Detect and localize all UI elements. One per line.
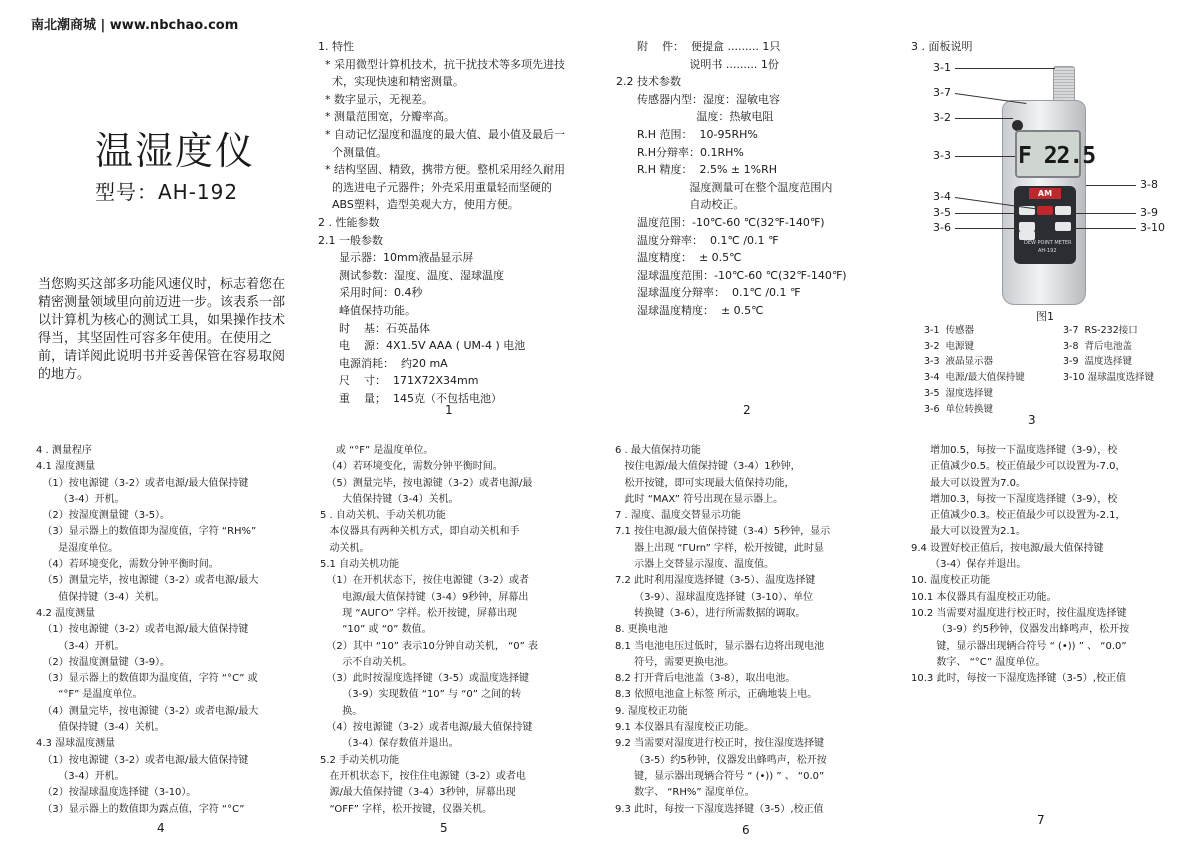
page-number-1: 1 bbox=[445, 403, 453, 417]
page6-line: 示器上交替显示湿度、温度值。 bbox=[615, 559, 775, 571]
page6-line: 符号，需要更换电池。 bbox=[615, 656, 735, 668]
callout-3-1: 3-1 bbox=[933, 61, 951, 74]
legend-right-line: 3-7 RS-232接口 bbox=[1063, 325, 1138, 336]
page6-line: 数字、 “RH%” 湿度单位。 bbox=[615, 787, 755, 799]
page4-line: 4.3 湿球温度测量 bbox=[36, 738, 116, 750]
page2-line: 温度精度： ± 0.5℃ bbox=[616, 251, 742, 265]
page1-line: 的选进电子元器件；外壳采用重量轻而坚硬的 bbox=[318, 180, 552, 194]
page5-line: 现 “AUГO” 字样。松开按键，屏幕出现 bbox=[320, 607, 517, 619]
temp-select-key bbox=[1055, 206, 1071, 215]
intro-paragraph: 当您购买这部多功能风速仪时，标志着您在精密测量领域里向前迈进一步。该表系一部以计算机为核心的测试工具，如果操作技术得当，其坚固性可容多年使用。在使用之前，请详阅此说明书并妥善保管在容易取阅的地方。 bbox=[38, 277, 286, 382]
page1-line: 2 . 性能参数 bbox=[318, 215, 380, 229]
page7-line: 增加0.3，每按一下湿度选择键（3-9），校 bbox=[911, 493, 1118, 505]
site-header: 南北潮商城 | www.nbchao.com bbox=[31, 18, 239, 33]
page1-line: 峰值保持功能。 bbox=[318, 303, 416, 317]
legend-left-line: 3-2 电源键 bbox=[924, 340, 975, 352]
leader-3-6 bbox=[955, 228, 1019, 229]
page6-line: 9.2 当需要对湿度进行校正时，按住湿度选择键 bbox=[615, 738, 825, 750]
page4-line: “°F” 是温度单位。 bbox=[36, 689, 143, 701]
page6-line: 7.1 按住电源/最大值保持键（3-4）5秒钟，显示 bbox=[615, 526, 831, 538]
page4-line: 值保持键（3-4）关机。 bbox=[36, 722, 165, 734]
page4-text bbox=[36, 443, 258, 818]
page2-line: 自动校正。 bbox=[616, 198, 745, 212]
page5-line: （2）其中 “10” 表示10分钟自动关机， “0” 表 bbox=[320, 640, 538, 652]
unit-key bbox=[1019, 231, 1035, 240]
page4-line: 4 . 测量程序 bbox=[36, 445, 92, 456]
page4-line: （2）按湿球温度选择键（3-10）。 bbox=[36, 787, 197, 799]
leader-3-3 bbox=[955, 156, 1015, 157]
callout-3-4: 3-4 bbox=[933, 190, 951, 203]
page1-line: 时 基：石英晶体 bbox=[318, 321, 430, 335]
page4-line: （5）测量完毕，按电源键（3-2）或者电源/最大 bbox=[36, 575, 259, 587]
page6-line: 按住电源/最大值保持键（3-4）1秒钟， bbox=[615, 461, 801, 473]
page4-line: （1）按电源键（3-2）或者电源/最大值保持键 bbox=[36, 477, 249, 489]
page4-line: （3）显示器上的数值即为露点值，字符 “°C” bbox=[36, 803, 245, 815]
page2-line: 传感器内型：湿度：湿敏电容 bbox=[616, 92, 780, 106]
page7-line: 10.2 当需要对温度进行校正时，按住温度选择键 bbox=[911, 607, 1127, 619]
panel-heading: 3 . 面板说明 bbox=[911, 40, 973, 53]
page5-line: （4）按电源键（3-2）或者电源/最大值保持键 bbox=[320, 722, 533, 734]
page6-line: 松开按键，即可实现最大值保持功能， bbox=[615, 477, 795, 489]
page1-text bbox=[318, 38, 565, 407]
page7-line: 10.1 本仪器具有温度校正功能。 bbox=[911, 591, 1057, 603]
page1-line: * 数字显示，无视差。 bbox=[318, 92, 433, 106]
page6-line: 8. 更换电池 bbox=[615, 624, 668, 636]
callout-3-10: 3-10 bbox=[1140, 221, 1165, 234]
page4-line: 4.1 湿度测量 bbox=[36, 461, 96, 473]
page7-line: 10. 温度校正功能 bbox=[911, 575, 991, 587]
page7-line: 10.3 此时，每按一下湿度选择键（3-5）,校正值 bbox=[911, 673, 1126, 685]
page4-line: （3-4）开机。 bbox=[36, 493, 125, 505]
page2-line: R.H 范围： 10-95RH% bbox=[616, 127, 758, 141]
page1-line: ABS塑料，造型美观大方，使用方便。 bbox=[318, 198, 519, 212]
page7-line: 正值减少0.3。校正值最少可以设置为-2.1， bbox=[911, 510, 1126, 522]
page6-line: 8.1 当电池电压过低时，显示器右边将出现电池 bbox=[615, 640, 825, 652]
callout-3-5: 3-5 bbox=[933, 206, 951, 219]
page5-line: 示不自动关机。 bbox=[320, 656, 413, 668]
legend-left bbox=[924, 323, 1025, 417]
page7-line: （3-4）保存并退出。 bbox=[911, 559, 1027, 571]
page6-line: 键，显示器出现辆合符号 “ (•)) ” 、 “0.0” bbox=[615, 770, 825, 782]
page7-line: 键，显示器出现辆合符号 “ (•)) ” 、 “0.0” bbox=[911, 640, 1127, 652]
page6-line: 7 . 湿度、温度交替显示功能 bbox=[615, 510, 741, 522]
page4-line: （3-4）开机。 bbox=[36, 770, 125, 782]
page1-line: 2.1 一般参数 bbox=[318, 233, 383, 247]
humidity-select-key bbox=[1019, 222, 1035, 231]
page4-line: （4）测量完毕，按电源键（3-2）或者电源/最大 bbox=[36, 705, 259, 717]
page7-line: 最大可以设置为2.1。 bbox=[911, 526, 1026, 538]
page4-line: （1）按电源键（3-2）或者电源/最大值保持键 bbox=[36, 624, 249, 636]
leader-3-9 bbox=[1072, 213, 1136, 214]
page2-line: 附 件： 便提盒 ......... 1只 bbox=[616, 40, 781, 53]
page2-text bbox=[616, 38, 847, 320]
page5-line: 动关机。 bbox=[320, 542, 370, 554]
callout-3-2: 3-2 bbox=[933, 111, 951, 124]
page1-line: 采用时间：0.4秒 bbox=[318, 286, 423, 300]
page7-line: （3-9）约5秒钟，仪器发出蜂鸣声，松开按 bbox=[911, 624, 1130, 636]
legend-right-line: 3-9 温度选择键 bbox=[1063, 356, 1133, 368]
page-number-7: 7 bbox=[1037, 813, 1045, 827]
hold-key bbox=[1037, 206, 1053, 215]
page5-line: 电源/最大值保持键（3-4）9秒钟，屏幕出 bbox=[320, 591, 529, 603]
page6-line: 器上出现 “ГUrn” 字样，松开按键，此时显 bbox=[615, 542, 824, 554]
page2-line: R.H 精度： 2.5% ± 1%RH bbox=[616, 163, 778, 177]
page-number-2: 2 bbox=[743, 403, 751, 417]
page1-line: 显示器：10mm液晶显示屏 bbox=[318, 251, 474, 265]
page5-line: 换。 bbox=[320, 705, 363, 717]
page7-line: 增加0.5，每按一下温度选择键（3-9），校 bbox=[911, 445, 1118, 456]
page5-line: 或 “°F” 是温度单位。 bbox=[320, 445, 434, 456]
page7-text bbox=[911, 443, 1129, 687]
page5-line: 本仪器具有两种关机方式，即自动关机和手 bbox=[320, 526, 520, 538]
page4-line: 4.2 温度测量 bbox=[36, 607, 96, 619]
page5-line: “10” 或 “0” 数值。 bbox=[320, 624, 432, 636]
page4-line: （3）显示器上的数值即为温度值，字符 “°C” 或 bbox=[36, 673, 258, 685]
page7-line: 最大可以设置为7.0。 bbox=[911, 477, 1026, 489]
callout-3-7: 3-7 bbox=[933, 86, 951, 99]
wetbulb-select-key bbox=[1055, 222, 1071, 231]
model-number: 型号：AH-192 bbox=[95, 180, 239, 204]
page4-line: 值保持键（3-4）关机。 bbox=[36, 591, 165, 603]
page5-line: （5）测量完毕，按电源键（3-2）或者电源/最 bbox=[320, 477, 533, 489]
page-number-3: 3 bbox=[1028, 413, 1036, 427]
leader-3-1 bbox=[955, 68, 1055, 69]
page6-text bbox=[615, 443, 830, 818]
device-model-text: AH-192 bbox=[1038, 248, 1057, 254]
leader-3-2 bbox=[955, 118, 1013, 119]
legend-left-line: 3-3 液晶显示器 bbox=[924, 356, 994, 368]
legend-left-line: 3-1 传感器 bbox=[924, 325, 975, 336]
brand-logo: AM bbox=[1029, 188, 1061, 199]
figure-caption: 图1 bbox=[1036, 310, 1054, 323]
legend-left-line: 3-4 电源/最大值保持键 bbox=[924, 372, 1025, 384]
page2-line: 湿球温度范围：-10℃-60 ℃(32℉-140℉) bbox=[616, 268, 847, 282]
page5-line: 大值保持键（3-4）关机。 bbox=[320, 493, 459, 505]
page4-line: （2）按温度测量键（3-9）。 bbox=[36, 656, 171, 668]
page5-line: （3-9）实现数值 “10” 与 “0” 之间的转 bbox=[320, 689, 522, 701]
legend-right-line: 3-10 湿球温度选择键 bbox=[1063, 372, 1155, 384]
page5-line: 在开机状态下，按住住电源键（3-2）或者电 bbox=[320, 770, 526, 782]
legend-right-line: 3-8 背后电池盖 bbox=[1063, 340, 1133, 352]
page1-line: 重 量； 145克（不包括电池） bbox=[318, 391, 502, 405]
page1-line: 电源消耗： 约20 mA bbox=[318, 356, 448, 370]
page-number-5: 5 bbox=[440, 821, 448, 835]
page5-line: 源/最大值保持键（3-4）3秒钟，屏幕出现 bbox=[320, 787, 516, 799]
page6-line: 8.3 依照电池盒上标签 所示，正确地装上电。 bbox=[615, 689, 818, 701]
page1-line: 测试参数：湿度、温度、湿球温度 bbox=[318, 268, 504, 282]
page5-line: 5 . 自动关机、手动关机功能 bbox=[320, 510, 446, 522]
page6-line: 9.1 本仪器具有湿度校正功能。 bbox=[615, 722, 755, 734]
legend-right bbox=[1063, 323, 1154, 386]
page-number-6: 6 bbox=[742, 823, 750, 837]
legend-left-line: 3-6 单位转换键 bbox=[924, 403, 994, 415]
callout-3-6: 3-6 bbox=[933, 221, 951, 234]
page6-line: 9.3 此时，每按一下湿度选择键（3-5）,校正值 bbox=[615, 803, 824, 815]
device-name-text: DEW POINT METER bbox=[1024, 240, 1072, 246]
page2-line: 说明书 ......... 1份 bbox=[616, 57, 779, 71]
page1-line: 尺 寸： 171X72X34mm bbox=[318, 374, 479, 388]
page5-line: （1）在开机状态下，按住电源键（3-2）或者 bbox=[320, 575, 530, 587]
legend-left-line: 3-5 湿度选择键 bbox=[924, 387, 994, 399]
page6-line: 8.2 打开背后电池盖（3-8），取出电池。 bbox=[615, 673, 796, 685]
page5-line: “OFF” 字样，松开按键，仪器关机。 bbox=[320, 803, 493, 815]
leader-3-8 bbox=[1086, 185, 1136, 186]
page7-line: 9.4 设置好校正值后，按电源/最大值保持键 bbox=[911, 542, 1104, 554]
page1-line: * 测量范围宽，分瓣率高。 bbox=[318, 110, 455, 124]
page4-line: （3-4）开机。 bbox=[36, 640, 125, 652]
page2-line: 湿度测量可在整个温度范围内 bbox=[616, 180, 833, 194]
leader-3-7 bbox=[955, 93, 1026, 104]
page2-line: 湿球温度精度： ± 0.5℃ bbox=[616, 303, 764, 317]
document-title: 温湿度仪 bbox=[95, 129, 256, 173]
page1-line: 术，实现快速和精密测量。 bbox=[318, 75, 464, 89]
page6-line: 7.2 此时利用湿度选择键（3-5）、温度选择键 bbox=[615, 575, 816, 587]
page2-line: 湿球温度分辩率： 0.1℃ /0.1 ℉ bbox=[616, 286, 801, 300]
page2-line: 温度：热敏电阻 bbox=[616, 110, 774, 124]
page6-line: （3-5）约5秒钟，仪器发出蜂鸣声，松开按 bbox=[615, 754, 827, 766]
page1-line: 电 源：4X1.5V AAA ( UM-4 ) 电池 bbox=[318, 339, 526, 353]
page4-line: （3）显示器上的数值即为湿度值，字符 “RH%” bbox=[36, 526, 257, 538]
page-number-4: 4 bbox=[157, 821, 165, 835]
page2-line: 2.2 技术参数 bbox=[616, 75, 681, 89]
page4-line: （2）按湿度测量键（3-5）。 bbox=[36, 510, 171, 522]
page1-line: * 结构坚固、精致，携带方便。整机采用经久耐用 bbox=[318, 163, 565, 177]
page4-line: （4）若环境变化，需数分钟平衡时间。 bbox=[36, 559, 219, 571]
page2-line: 温度分辩率： 0.1℃ /0.1 ℉ bbox=[616, 233, 779, 247]
page2-line: R.H分辩率：0.1RH% bbox=[616, 145, 744, 159]
lcd-reading: F 22.5 bbox=[1018, 143, 1096, 169]
page6-line: （3-9）、湿球温度选择键（3-10）、单位 bbox=[615, 591, 814, 603]
page7-line: 正值减少0.5。校正值最少可以设置为-7.0， bbox=[911, 461, 1126, 473]
callout-3-3: 3-3 bbox=[933, 149, 951, 162]
page7-line: 数字、 “°C” 温度单位。 bbox=[911, 656, 1046, 668]
page5-line: 5.1 自动关机功能 bbox=[320, 559, 400, 571]
page5-line: （3）此时按湿度选择键（3-5）或温度选择键 bbox=[320, 673, 530, 685]
page1-line: 个测量值。 bbox=[318, 145, 387, 159]
callout-3-8: 3-8 bbox=[1140, 178, 1158, 191]
page6-line: 此时 “MAX” 符号出现在显示器上。 bbox=[615, 493, 784, 505]
leader-3-10 bbox=[1072, 228, 1136, 229]
page1-line: * 自动记忆湿度和温度的最大值、最小值及最后一 bbox=[318, 127, 565, 141]
page6-line: 6 . 最大值保持功能 bbox=[615, 445, 701, 456]
callout-3-9: 3-9 bbox=[1140, 206, 1158, 219]
page1-line: 1. 特性 bbox=[318, 40, 354, 53]
page6-line: 9. 湿度校正功能 bbox=[615, 705, 688, 717]
page5-line: （4）若环境变化，需数分钟平衡时间。 bbox=[320, 461, 503, 473]
page5-text bbox=[320, 443, 538, 818]
page6-line: 转换键（3-6），进行所需数据的调取。 bbox=[615, 607, 806, 619]
page5-line: （3-4）保存数值并退出。 bbox=[320, 738, 459, 750]
page4-line: （1）按电源键（3-2）或者电源/最大值保持键 bbox=[36, 754, 249, 766]
page1-line: * 采用微型计算机技术，抗干扰技术等多项先进技 bbox=[318, 57, 565, 71]
page5-line: 5.2 手动关机功能 bbox=[320, 754, 400, 766]
leader-3-5 bbox=[955, 213, 1019, 214]
page4-line: 是湿度单位。 bbox=[36, 542, 119, 554]
page2-line: 温度范围：-10℃-60 ℃(32℉-140℉) bbox=[616, 215, 825, 229]
